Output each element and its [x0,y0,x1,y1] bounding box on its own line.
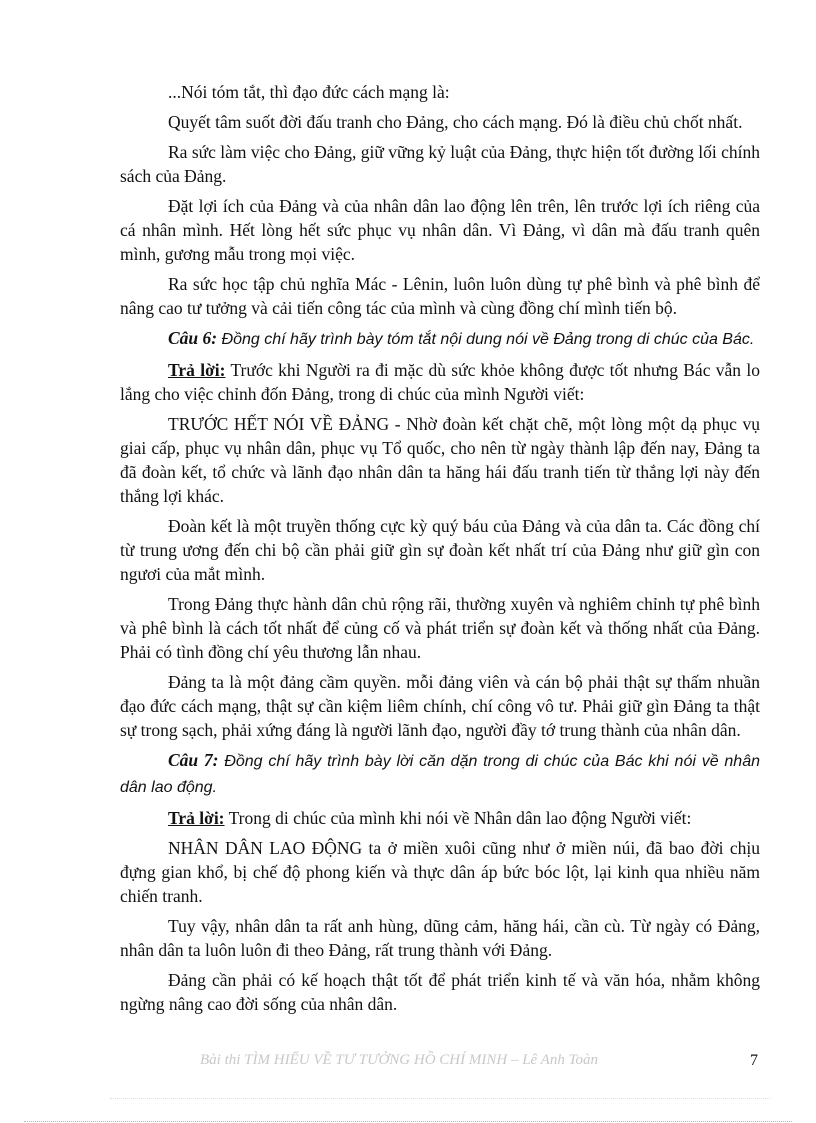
body-paragraph: Đoàn kết là một truyền thống cực kỳ quý báu của Đảng và của dân ta. Các đồng chí từ trung ương đến chi bộ cần phải giữ gìn sự đoàn kết nhất trí của Đảng như giữ gìn con ngươi của mắt mình. [120,516,760,584]
body-paragraph: Đặt lợi ích của Đảng và của nhân dân lao động lên trên, lên trước lợi ích riêng của cá nhân mình. Hết lòng hết sức phục vụ nhân dân. Vì Đảng, vì dân mà đấu tranh quên mình, gương mẫu trong mọi việc. [120,196,760,264]
body-paragraph: Đảng cần phải có kế hoạch thật tốt để phát triển kinh tế và văn hóa, nhằm không ngừng nâng cao đời sống của nhân dân. [120,970,760,1014]
question-paragraph [120,748,760,800]
body-paragraph: Đảng ta là một đảng cầm quyền. mỗi đảng viên và cán bộ phải thật sự thấm nhuần đạo đức cách mạng, thật sự cần kiệm liêm chính, chí công vô tư. Phải giữ gìn Đảng ta thật sự trong sạch, phải xứng đáng là người lãnh đạo, người đầy tớ trung thành của nhân dân. [120,672,760,740]
question-label: Câu 7: [168,750,219,770]
answer-text: Trong di chúc của mình khi nói về Nhân dân lao động Người viết: [224,808,692,828]
body-paragraph: Ra sức học tập chủ nghĩa Mác - Lênin, luôn luôn dùng tự phê bình và phê bình để nâng cao tư tưởng và cải tiến công tác của mình và cùng đồng chí mình tiến bộ. [120,274,760,318]
body-paragraph: Tuy vậy, nhân dân ta rất anh hùng, dũng cảm, hăng hái, cần cù. Từ ngày có Đảng, nhân dân ta luôn luôn đi theo Đảng, rất trung thành với Đảng. [120,916,760,960]
footer-title: Bài thi TÌM HIỂU VỀ TƯ TƯỞNG HỒ CHÍ MINH – Lê Anh Toàn [200,1052,599,1068]
answer-label: Trả lời: [168,808,225,828]
answer-text: Trước khi Người ra đi mặc dù sức khỏe không được tốt nhưng Bác vẫn lo lắng cho việc chỉnh đốn Đảng, trong di chúc của mình Người viết: [120,360,760,404]
body-paragraph: Quyết tâm suốt đời đấu tranh cho Đảng, cho cách mạng. Đó là điều chủ chốt nhất. [168,112,743,132]
page-bottom-border [24,1121,792,1122]
question-text: Đồng chí hãy trình bày tóm tắt nội dung nói về Đảng trong di chúc của Bác. [217,331,755,348]
body-paragraph: Trong Đảng thực hành dân chủ rộng rãi, thường xuyên và nghiêm chỉnh tự phê bình và phê bình là cách tốt nhất để củng cố và phát triển sự đoàn kết và thống nhất của Đảng. Phải có tình đồng chí yêu thương lẫn nhau. [120,594,760,662]
question-label: Câu 6: [168,328,218,348]
answer-paragraph [120,806,760,830]
page-footer [120,1052,760,1076]
document-body [120,80,760,1022]
question-text: Đồng chí hãy trình bày lời căn dặn trong di chúc của Bác khi nói về nhân dân lao động. [120,753,760,796]
page-number: 7 [750,1052,758,1069]
body-paragraph: ...Nói tóm tắt, thì đạo đức cách mạng là: [168,82,450,102]
body-paragraph: NHÂN DÂN LAO ĐỘNG ta ở miền xuôi cũng như ở miền núi, đã bao đời chịu đựng gian khổ, bị chế độ phong kiến và thực dân áp bức bóc lột, lại kinh qua nhiều năm chiến tranh. [120,838,760,906]
body-paragraph: Ra sức làm việc cho Đảng, giữ vững kỷ luật của Đảng, thực hiện tốt đường lối chính sách của Đảng. [120,142,760,186]
answer-paragraph [120,358,760,406]
footer-divider [110,1098,770,1099]
question-paragraph [120,326,760,352]
body-paragraph: TRƯỚC HẾT NÓI VỀ ĐẢNG - Nhờ đoàn kết chặt chẽ, một lòng một dạ phục vụ giai cấp, phục vụ nhân dân, phục vụ Tổ quốc, cho nên từ ngày thành lập đến nay, Đảng ta đã đoàn kết, tổ chức và lãnh đạo nhân dân ta hăng hái đấu tranh tiến từ thắng lợi này đến thắng lợi khác. [120,414,760,506]
answer-label: Trả lời: [168,360,226,380]
